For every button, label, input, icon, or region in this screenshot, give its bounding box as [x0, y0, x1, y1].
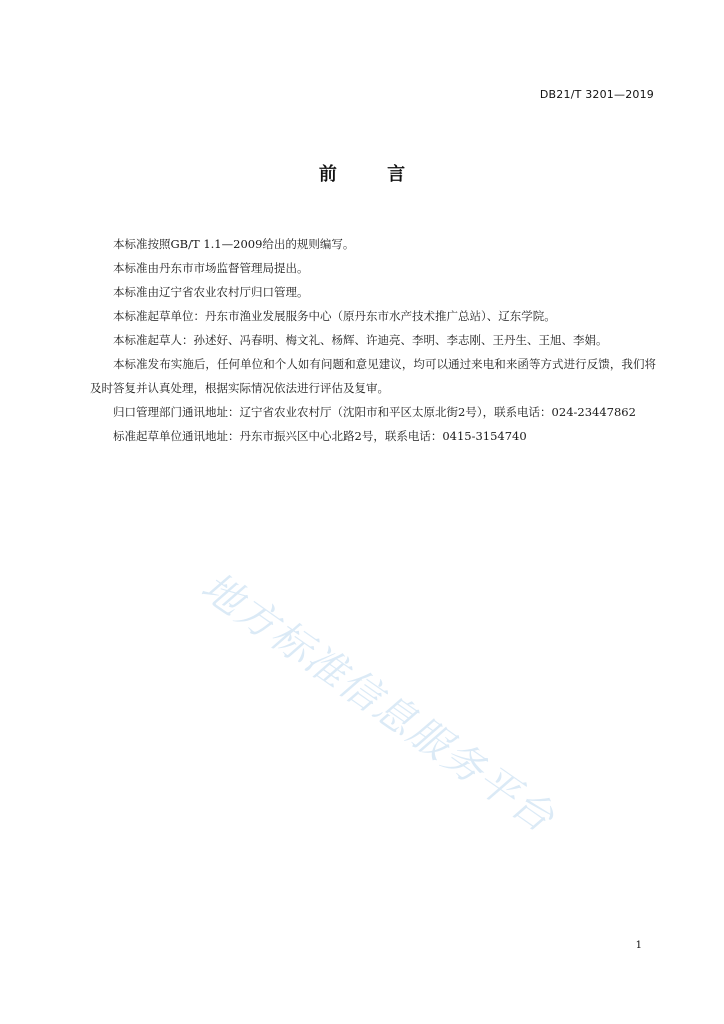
- paragraph-proposer: 本标准由丹东市市场监督管理局提出。: [113, 261, 309, 275]
- paragraph-drafting-rules: 本标准按照GB/T 1.1—2009给出的规则编写。: [113, 237, 355, 251]
- paragraph-management-address: 归口管理部门通讯地址：辽宁省农业农村厅（沈阳市和平区太原北街2号），联系电话：024-23447862: [113, 405, 636, 419]
- watermark-text: 地方标准信息服务平台: [192, 563, 564, 843]
- document-code: DB21/T 3201—2019: [539, 88, 654, 101]
- foreword-body: [90, 232, 656, 448]
- paragraph-drafting-units: 本标准起草单位：丹东市渔业发展服务中心（原丹东市水产技术推广总站）、辽东学院。: [113, 309, 556, 323]
- page-title: 前 言: [318, 164, 428, 185]
- paragraph-drafter-address: 标准起草单位通讯地址：丹东市振兴区中心北路2号，联系电话：0415-3154740: [113, 429, 527, 443]
- page-number: 1: [635, 940, 642, 951]
- paragraph-feedback: 本标准发布实施后，任何单位和个人如有问题和意见建议，均可以通过来电和来函等方式进行反馈，我们将及时答复并认真处理，根据实际情况依法进行评估及复审。: [90, 357, 656, 395]
- paragraph-drafters: 本标准起草人：孙述好、冯春明、梅文礼、杨辉、许迪亮、李明、李志刚、王丹生、王旭、李娟。: [113, 333, 608, 347]
- paragraph-management: 本标准由辽宁省农业农村厅归口管理。: [113, 285, 309, 299]
